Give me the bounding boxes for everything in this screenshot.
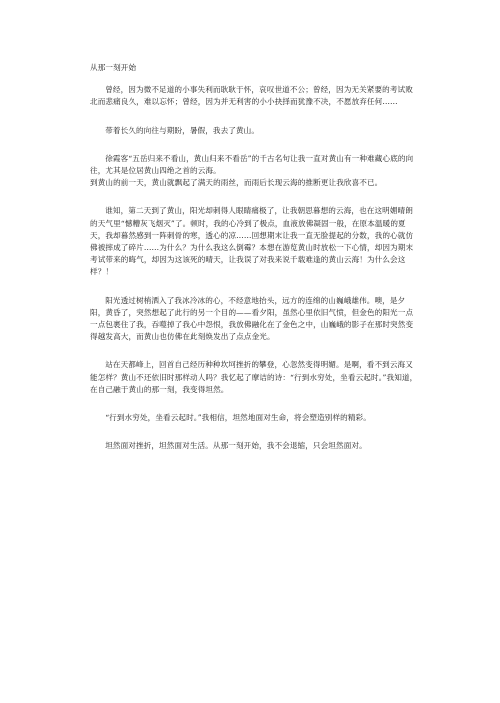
essay-body <box>90 62 418 468</box>
paragraph-3: 徐霞客“五岳归来不看山，黄山归来不看岳”的千古名句让我一直对黄山有一种难藏心底的向往，尤其是位居黄山四绝之首的云海。 <box>90 153 414 176</box>
paragraph-9: 坦然面对挫折，坦然面对生活。从那一刻开始，我不会退缩，只会坦然面对。 <box>105 441 367 451</box>
paragraph-2: 带着长久的向往与期盼，暑假，我去了黄山。 <box>105 125 260 135</box>
paragraph-1: 曾经，因为微不足道的小事失利而耿耿于怀，哀叹世道不公；曾经，因为无关紧要的考试败北而悲痛良久，难以忘怀；曾经，因为并无利害的小小抉择而犹豫不决，不愿放弃任何…… <box>90 85 413 107</box>
paragraph-7: 站在天都峰上，回首自己经历种种坎坷挫折的攀登，心忽然变得明媚。是啊，看不到云海又能怎样？黄山不还依旧时那样动人吗？我忆起了摩诘的诗：“行到水穷处，坐看云起时。”我知道，在自己融于黄山的那一刻，我变得坦然。 <box>90 360 418 394</box>
paragraph-5: 谁知，第二天到了黄山，阳光却刺得人眼睛痛极了，让我朝思暮想的云海，也在这明媚晴朗的天气里“憾糟灰飞烟灭”了。顿时，我的心冷到了极点，血液放佛凝固一般，在原本温暖的夏天，我却暮然感到一阵刺骨的寒，透心的凉……回想期末让我一直无脸提起的分数，我的心就仿佛被摔成了碎片……为什么？为什么我这么倒霉？本想在游览黄山时放松一下心情，却因为期末考试带来的晦气，却因为这该死的晴天，让我误了对我来说千载难逢的黄山云海！为什么会这样？！ <box>90 206 414 277</box>
paragraph-4: 到黄山的前一天，黄山就飘起了满天的雨丝，而雨后长现云海的推断更让我欣喜不已。 <box>90 178 383 188</box>
paragraph-6: 阳光透过树梢洒入了我冰冷冰的心，不经意地抬头，远方的连绵的山巍峨雄伟。噢，是夕阳，黄昏了，突然想起了此行的另一个目的——看夕阳，虽然心里依旧气愤，但金色的阳光一点一点包裹住了我，吞噬掉了我心中怨恨，我放佛融化在了金色之中，山巍峨的影子在那时突然变得越发高大，而黄山也仿佛在此刻焕发出了点点金光。 <box>90 295 414 342</box>
paragraph-8: “行到水穷处，坐看云起时。”我相信，坦然地面对生命，将会塑造别样的精彩。 <box>105 413 371 423</box>
essay-title: 从那一刻开始 <box>90 63 137 72</box>
